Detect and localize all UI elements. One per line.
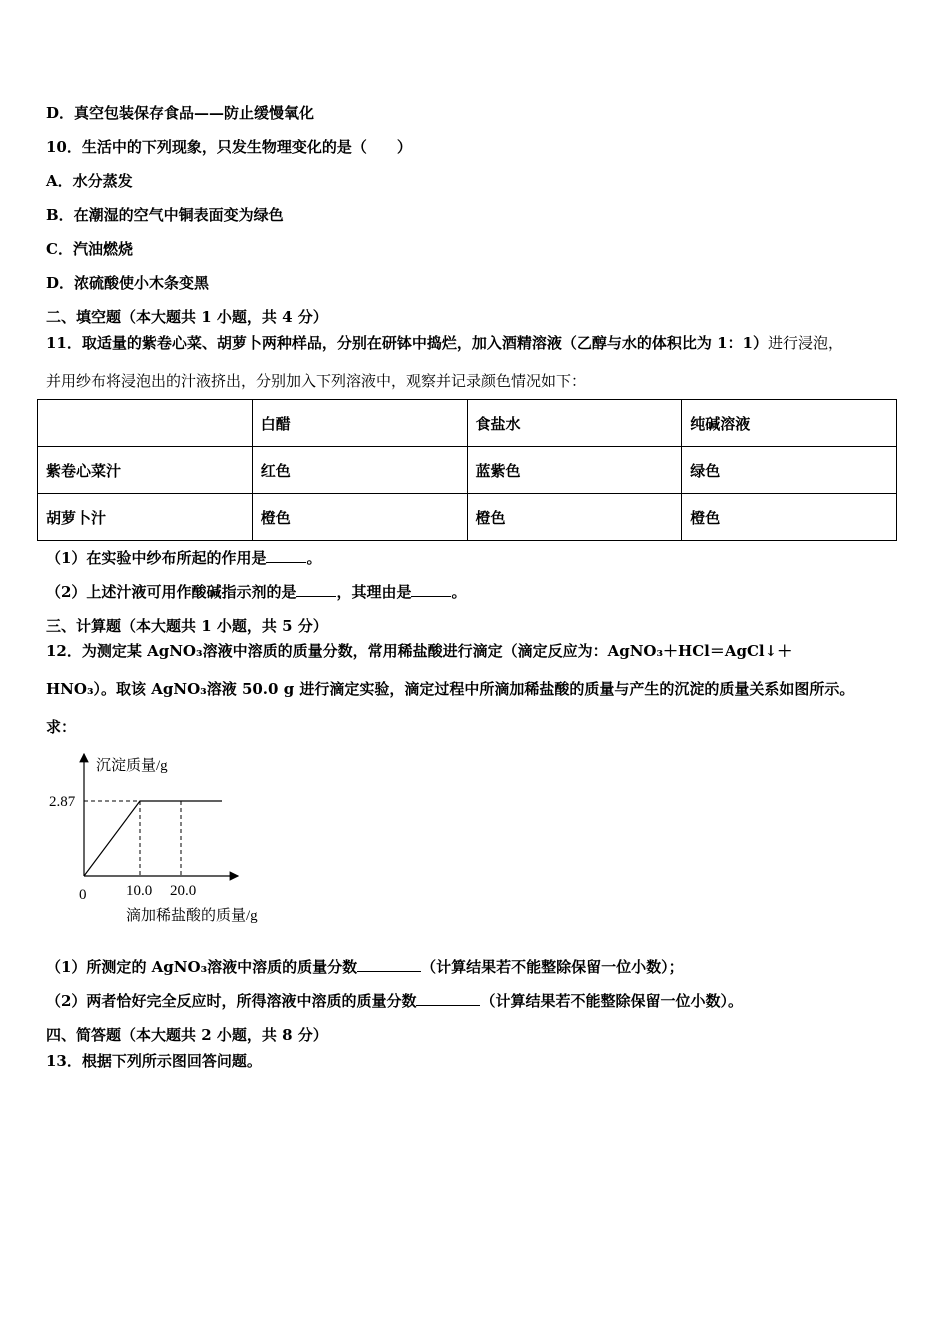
answer-blank[interactable] xyxy=(416,993,480,1006)
q10-option-d: D．浓硫酸使小木条变黑 xyxy=(46,274,210,292)
q11-stem-end: 进行浸泡， xyxy=(767,334,843,352)
section4-title: 四、简答题（本大题共 2 小题，共 8 分） xyxy=(46,1026,328,1044)
q12-line1: 12．为测定某 AgNO₃溶液中溶质的质量分数，常用稀盐酸进行滴定（滴定反应为：AgNO₃＋HCl＝AgCl↓＋ xyxy=(46,642,793,660)
table-header-cell: 纯碱溶液 xyxy=(682,400,897,447)
color-table xyxy=(37,399,897,541)
q10-stem: 10．生活中的下列现象，只发生物理变化的是（ ） xyxy=(46,138,412,156)
table-cell: 橙色 xyxy=(252,494,467,541)
answer-blank[interactable] xyxy=(357,959,421,972)
table-cell: 橙色 xyxy=(682,494,897,541)
y-axis-label: 沉淀质量/g xyxy=(96,758,168,774)
origin-label: 0 xyxy=(79,887,87,903)
table-header-cell xyxy=(38,400,253,447)
q12-sub2-note: （计算结果若不能整除保留一位小数）。 xyxy=(480,992,743,1010)
q11-stem xyxy=(46,332,843,353)
table-cell: 紫卷心菜汁 xyxy=(38,447,253,494)
q10-option-b: B．在潮湿的空气中铜表面变为绿色 xyxy=(46,206,284,224)
q11-sub1 xyxy=(46,547,321,568)
q12-sub1-note: （计算结果若不能整除保留一位小数）； xyxy=(421,958,684,976)
table-cell: 红色 xyxy=(252,447,467,494)
table-row xyxy=(38,447,897,494)
table-header-row xyxy=(38,400,897,447)
q11-stem-line2: 并用纱布将浸泡出的汁液挤出，分别加入下列溶液中，观察并记录颜色情况如下： xyxy=(46,372,587,390)
table-header-cell: 白醋 xyxy=(252,400,467,447)
q12-sub1 xyxy=(46,956,684,977)
table-cell: 绿色 xyxy=(682,447,897,494)
x-tick-label: 10.0 xyxy=(126,883,153,899)
answer-blank[interactable] xyxy=(266,550,306,563)
q11-sub2-end: 。 xyxy=(451,583,467,601)
table-cell: 蓝紫色 xyxy=(467,447,682,494)
q11-sub1-text: （1）在实验中纱布所起的作用是 xyxy=(46,549,267,567)
q11-stem-main: 11．取适量的紫卷心菜、胡萝卜两种样品，分别在研钵中捣烂，加入酒精溶液（乙醇与水的体积比为 1：1） xyxy=(46,334,768,352)
q11-sub2-text: （2）上述汁液可用作酸碱指示剂的是 xyxy=(46,583,297,601)
answer-blank[interactable] xyxy=(411,584,451,597)
x-tick-label: 20.0 xyxy=(170,883,197,899)
answer-blank[interactable] xyxy=(296,584,336,597)
q9-option-d: D．真空包装保存食品——防止缓慢氧化 xyxy=(46,104,315,122)
x-axis-label: 滴加稀盐酸的质量/g xyxy=(126,908,258,924)
q13-stem: 13．根据下列所示图回答问题。 xyxy=(46,1052,262,1070)
section2-title: 二、填空题（本大题共 1 小题，共 4 分） xyxy=(46,308,328,326)
q11-sub2 xyxy=(46,581,466,602)
q10-option-a: A．水分蒸发 xyxy=(46,172,133,190)
y-tick-label: 2.87 xyxy=(49,794,76,810)
table-cell: 胡萝卜汁 xyxy=(38,494,253,541)
section3-title: 三、计算题（本大题共 1 小题，共 5 分） xyxy=(46,617,328,635)
table-cell: 橙色 xyxy=(467,494,682,541)
data-line xyxy=(84,801,222,876)
q12-sub2 xyxy=(46,990,743,1011)
q12-sub2-text: （2）两者恰好完全反应时，所得溶液中溶质的质量分数 xyxy=(46,992,417,1010)
q11-sub2-mid: ，其理由是 xyxy=(336,583,412,601)
q12-sub1-text: （1）所测定的 AgNO₃溶液中溶质的质量分数 xyxy=(46,958,358,976)
table-header-cell: 食盐水 xyxy=(467,400,682,447)
q10-option-c: C．汽油燃烧 xyxy=(46,240,133,258)
precipitate-graph xyxy=(46,750,286,930)
q12-line3: 求： xyxy=(46,718,77,736)
q11-sub1-end: 。 xyxy=(306,549,322,567)
table-row xyxy=(38,494,897,541)
q12-line2: HNO₃）。取该 AgNO₃溶液 50.0 g 进行滴定实验，滴定过程中所滴加稀盐酸的质量与产生的沉淀的质量关系如图所示。 xyxy=(46,680,855,698)
